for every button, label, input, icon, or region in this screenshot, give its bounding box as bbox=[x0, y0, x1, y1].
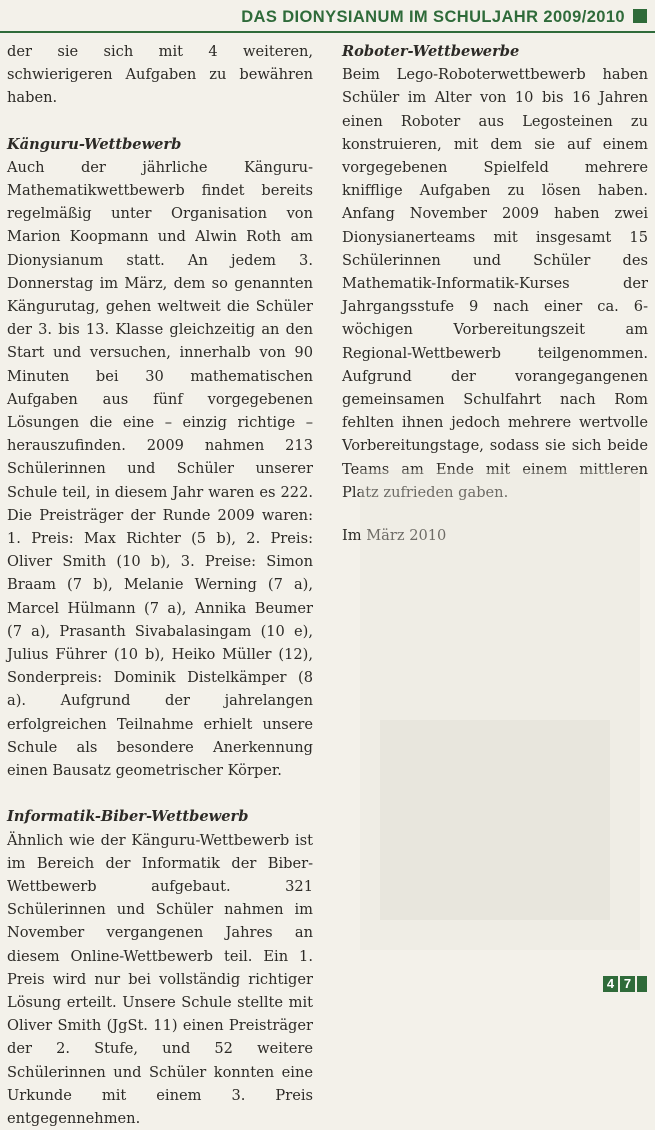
page-number-digit: 7 bbox=[620, 976, 635, 992]
biber-heading: Informatik-Biber-Wettbewerb bbox=[7, 805, 313, 828]
left-column bbox=[7, 40, 313, 1130]
page-number-tail bbox=[637, 976, 647, 992]
header-rule bbox=[0, 31, 655, 33]
header-square-marker bbox=[633, 9, 647, 23]
header-title: DAS DIONYSIANUM IM SCHULJAHR 2009/2010 bbox=[241, 8, 625, 27]
biber-paragraph: Ähnlich wie der Känguru-Wettbewerb ist im Bereich der Informatik der Biber-Wettbewerb aufgebaut. 321 Schülerinnen und Schüler nahmen im November vergangenen Jahres an diesem Online-Wettbewerb teil. Ein 1. Preis wird nur bei vollständig richtiger Lösung erteilt. Unsere Schule stellte mit Oliver Smith (JgSt. 11) einen Preisträger der 2. Stufe, und 52 weitere Schülerinnen und Schüler konnten eine Urkunde mit einem 3. Preis entgegennehmen. bbox=[7, 829, 313, 1130]
date-line: Im März 2010 bbox=[342, 524, 648, 547]
right-column bbox=[342, 40, 648, 547]
kanguru-paragraph: Auch der jährliche Känguru-Mathematikwettbewerb findet bereits regelmäßig unter Organisation von Marion Koopmann und Alwin Roth am Dionysianum statt. An jedem 3. Donnerstag im März, dem so genannten Kängurutag, gehen weltweit die Schüler der 3. bis 13. Klasse gleichzeitig an den Start und versuchen, innerhalb von 90 Minuten bei 30 mathematischen Aufgaben aus fünf vorgegebenen Lösungen die eine – einzig richtige – herauszufinden. 2009 nahmen 213 Schülerinnen und Schüler unserer Schule teil, in diesem Jahr waren es 222. Die Preisträger der Runde 2009 waren: 1. Preis: Max Richter (5 b), 2. Preis: Oliver Smith (10 b), 3. Preise: Simon Braam (7 b), Melanie Werning (7 a), Marcel Hülmann (7 a), Annika Beumer (7 a), Prasanth Sivabalasingam (10 e), Julius Führer (10 b), Heiko Müller (12), Sonderpreis: Dominik Distelkämper (8 a). Aufgrund der jahrelangen erfolgreichen Teilnahme erhielt unsere Schule als besondere Anerkennung einen Bausatz geometrischer Körper. bbox=[7, 156, 313, 782]
intro-paragraph: der sie sich mit 4 weiteren, schwierigeren Aufgaben zu bewähren haben. bbox=[7, 40, 313, 110]
roboter-paragraph: Beim Lego-Roboterwettbewerb haben Schüler im Alter von 10 bis 16 Jahren einen Roboter aus Legosteinen zu konstruieren, mit dem sie auf einem vorgegebenen Spielfeld mehrere knifflige Aufgaben zu lösen haben. Anfang November 2009 haben zwei Dionysianerteams mit insgesamt 15 Schülerinnen und Schüler des Mathematik-Informatik-Kurses der Jahrgangsstufe 9 nach einer ca. 6-wöchigen Vorbereitungszeit am Regional-Wettbewerb teilgenommen. Aufgrund der vorangegangenen gemeinsamen Schulfahrt nach Rom fehlten ihnen jedoch mehrere wertvolle Vorbereitungstage, sodass sie sich beide Teams am Ende mit einem mittleren Platz zufrieden gaben. bbox=[342, 63, 648, 504]
page-number bbox=[603, 976, 647, 992]
roboter-heading: Roboter-Wettbewerbe bbox=[342, 40, 648, 63]
page-number-digit: 4 bbox=[603, 976, 618, 992]
page-header bbox=[0, 0, 655, 34]
kanguru-heading: Känguru-Wettbewerb bbox=[7, 133, 313, 156]
